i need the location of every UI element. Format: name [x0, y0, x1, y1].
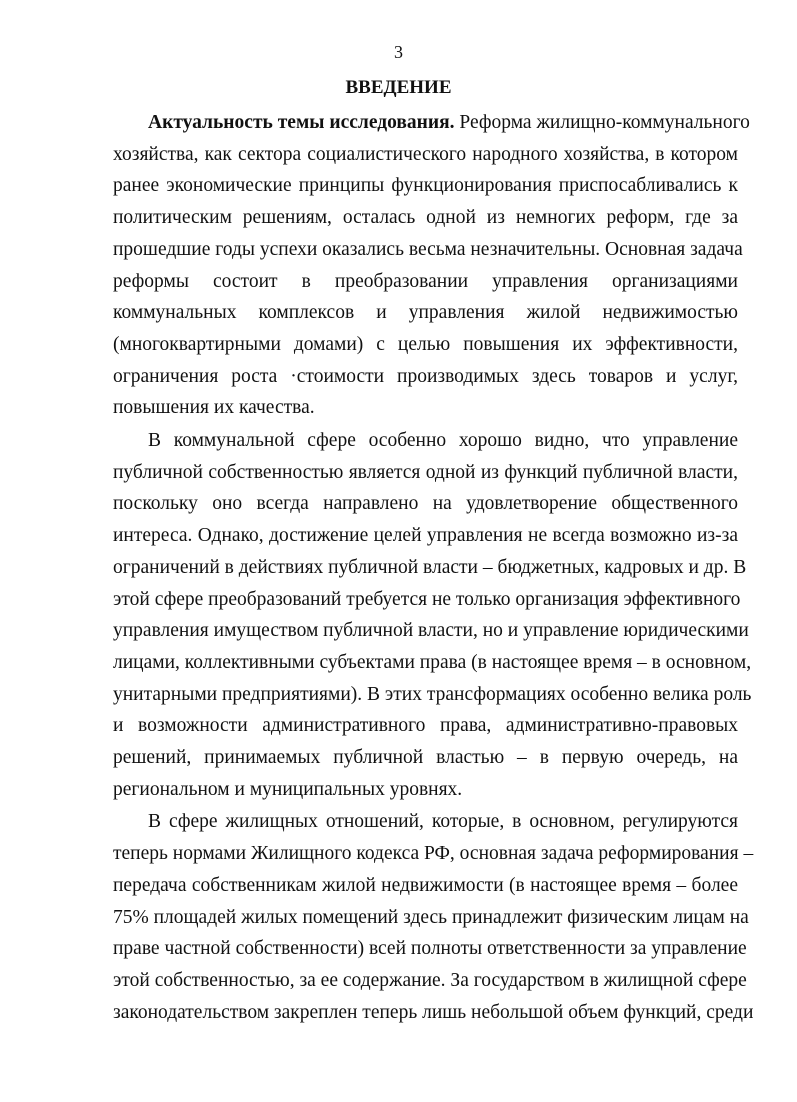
text-line	[113, 838, 754, 870]
line-text: законодательством закреплен теперь лишь небольшой объем функций, среди	[113, 1001, 754, 1023]
line-text: ранее экономические принципы функционирования приспосабливались к	[113, 175, 738, 197]
line-text: В коммунальной сфере особенно хорошо видно, что управление	[148, 430, 738, 452]
text-line	[113, 902, 749, 934]
text-line	[113, 107, 750, 139]
line-text: управления имуществом публичной власти, но и управление юридическими	[113, 620, 749, 642]
line-text: ограничения роста ·стоимости производимых здесь товаров и услуг,	[113, 365, 738, 387]
line-text: В сфере жилищных отношений, которые, в основном, регулируются	[148, 811, 738, 833]
page-number: 3	[394, 42, 403, 62]
text-line	[113, 297, 738, 329]
paragraph-relevance	[113, 107, 750, 424]
line-text: коммунальных комплексов и управления жилой недвижимостью	[113, 302, 738, 324]
text-line	[113, 266, 738, 298]
section-heading: ВВЕДЕНИЕ	[345, 77, 452, 98]
text-line	[113, 329, 738, 361]
line-text: ограничений в действиях публичной власти – бюджетных, кадровых и др. В	[113, 556, 747, 578]
line-text: праве частной собственности) всей полноты ответственности за управление	[113, 938, 747, 960]
text-line	[113, 933, 747, 965]
text-line	[113, 425, 738, 457]
line-text: передача собственникам жилой недвижимости (в настоящее время – более	[113, 874, 738, 896]
text-line	[113, 806, 738, 838]
text-line	[113, 742, 738, 774]
text-line	[113, 170, 738, 202]
text-line	[113, 552, 747, 584]
text-line	[113, 457, 738, 489]
lead-phrase: Актуальность темы исследования.	[148, 112, 455, 133]
line-text: повышения их качества.	[113, 397, 315, 419]
line-text: (многоквартирными домами) с целью повышения их эффективности,	[113, 333, 738, 355]
text-line	[113, 488, 738, 520]
paragraph-housing-relations	[113, 806, 754, 1028]
line-text: поскольку оно всегда направлено на удовлетворение общественного	[113, 493, 738, 515]
line-text: Реформа жилищно-коммунального	[454, 112, 750, 133]
line-text: лицами, коллективными субъектами права (в настоящее время – в основном,	[113, 651, 752, 673]
text-line	[113, 997, 754, 1029]
line-text: решений, принимаемых публичной властью – в первую очередь, на	[113, 747, 738, 769]
text-line	[113, 870, 738, 902]
line-text: 75% площадей жилых помещений здесь принадлежит физическим лицам на	[113, 906, 749, 928]
text-line	[113, 202, 738, 234]
text-line	[113, 774, 738, 806]
line-text: политическим решениям, осталась одной из немногих реформ, где за	[113, 207, 738, 229]
line-text: реформы состоит в преобразовании управления организациями	[113, 270, 738, 292]
line-text: региональном и муниципальных уровнях.	[113, 778, 463, 800]
text-line	[113, 392, 738, 424]
line-text: публичной собственностью является одной из функций публичной власти,	[113, 461, 738, 483]
text-line	[113, 139, 738, 171]
text-line	[113, 965, 747, 997]
text-line	[113, 615, 749, 647]
text-line	[113, 679, 752, 711]
paragraph-communal-sphere	[113, 425, 752, 805]
text-line	[113, 647, 752, 679]
text-line	[113, 584, 741, 616]
line-text: этой собственностью, за ее содержание. За государством в жилищной сфере	[113, 969, 747, 991]
text-line	[113, 710, 738, 742]
text-line	[113, 234, 743, 266]
line-text: этой сфере преобразований требуется не только организация эффективного	[113, 588, 741, 610]
line-text: теперь нормами Жилищного кодекса РФ, основная задача реформирования –	[113, 843, 754, 865]
line-text: хозяйства, как сектора социалистического народного хозяйства, в котором	[113, 143, 738, 165]
line-text: интереса. Однако, достижение целей управления не всегда возможно из-за	[113, 525, 738, 547]
text-line	[113, 361, 738, 393]
line-text: прошедшие годы успехи оказались весьма незначительны. Основная задача	[113, 238, 743, 260]
line-text: унитарными предприятиями). В этих трансформациях особенно велика роль	[113, 683, 752, 705]
body-text	[113, 107, 754, 1028]
line-text: и возможности административного права, административно-правовых	[113, 715, 738, 737]
text-line	[113, 520, 738, 552]
